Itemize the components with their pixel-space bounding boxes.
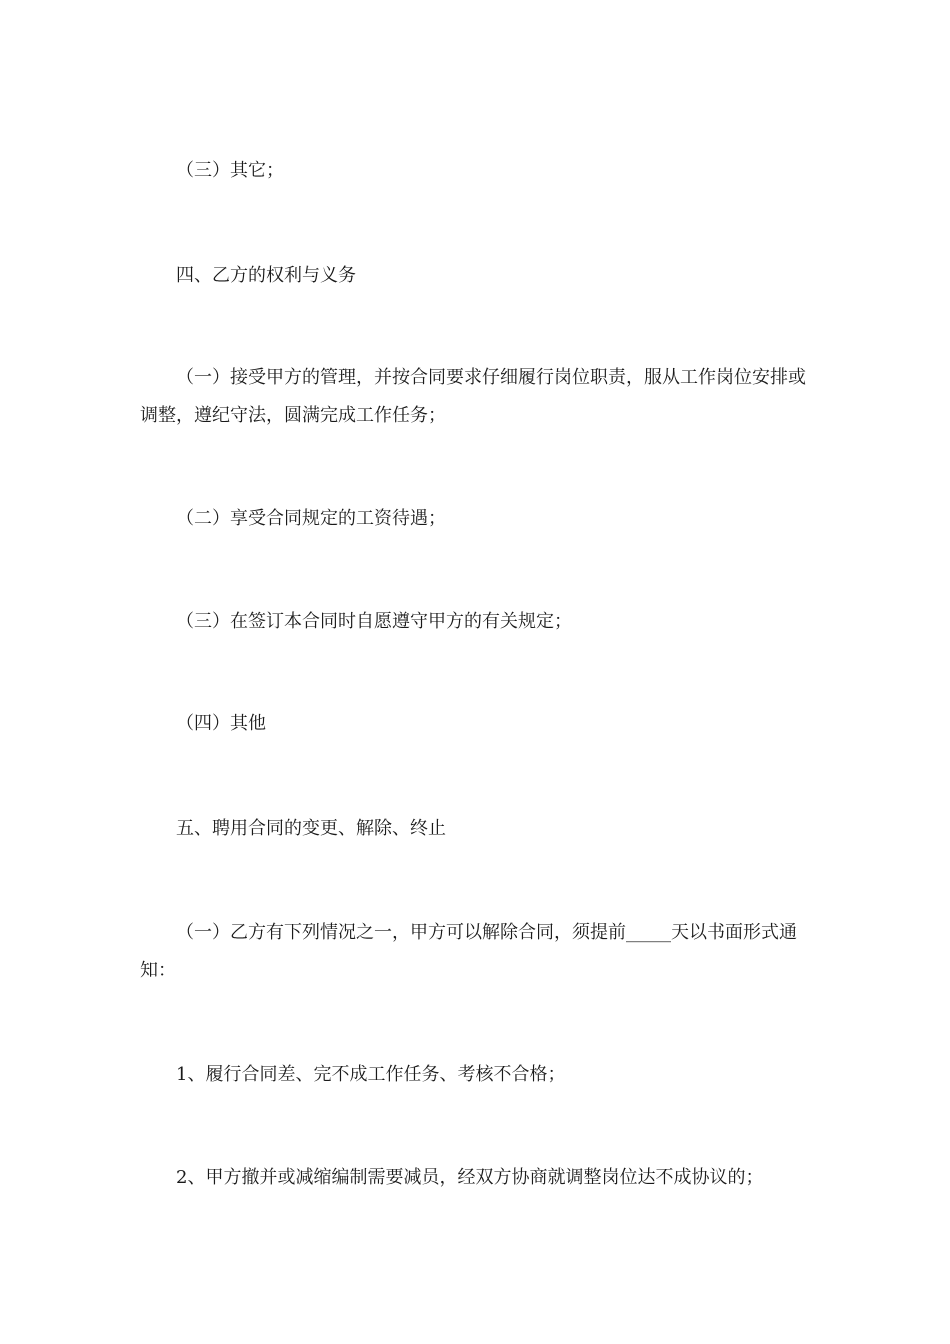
item-1: 1、履行合同差、完不成工作任务、考核不合格； <box>176 1064 566 1085</box>
clause-4-3: （三）在签订本合同时自愿遵守甲方的有关规定； <box>176 611 572 632</box>
section-4-heading: 四、乙方的权利与义务 <box>176 265 356 286</box>
clause-4-2: （二）享受合同规定的工资待遇； <box>176 508 446 529</box>
clause-3-other: （三）其它； <box>176 160 284 181</box>
clause-4-1: （一）接受甲方的管理，并按合同要求仔细履行岗位职责，服从工作岗位安排或调整，遵纪守法，圆满完成工作任务； <box>140 367 806 426</box>
section-5-heading: 五、聘用合同的变更、解除、终止 <box>176 818 446 839</box>
clause-5-1: （一）乙方有下列情况之一，甲方可以解除合同，须提前_____天以书面形式通知： <box>140 922 797 981</box>
clause-4-4: （四）其他 <box>176 713 266 734</box>
item-2: 2、甲方撤并或减缩编制需要减员，经双方协商就调整岗位达不成协议的； <box>176 1167 764 1188</box>
